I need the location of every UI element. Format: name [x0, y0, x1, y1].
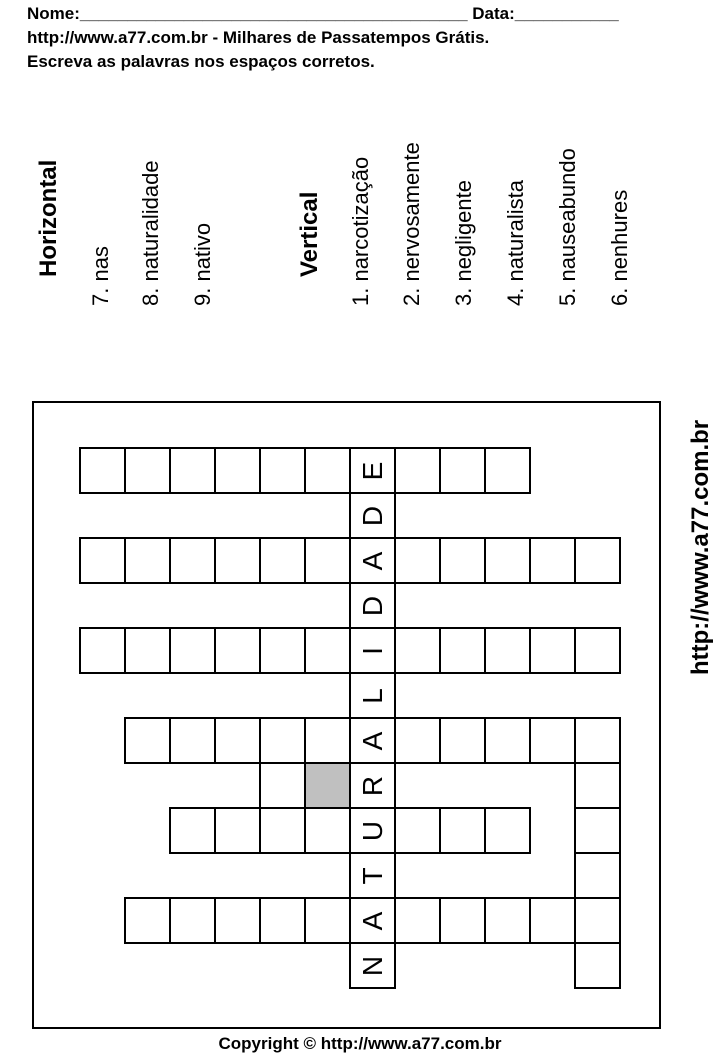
grid-cell[interactable]	[169, 627, 216, 674]
grid-cell[interactable]	[484, 807, 531, 854]
grid-cell[interactable]	[349, 582, 396, 629]
grid-letter: E	[356, 461, 388, 480]
grid-cell[interactable]	[304, 537, 351, 584]
vertical-clue: 3. negligente	[451, 180, 476, 306]
grid-cell[interactable]	[169, 897, 216, 944]
grid-cell[interactable]	[484, 537, 531, 584]
grid-cell[interactable]	[574, 852, 621, 899]
grid-cell[interactable]	[394, 627, 441, 674]
site-line: http://www.a77.com.br - Milhares de Passatempos Grátis.	[27, 28, 490, 47]
vertical-clue: 2. nervosamente	[399, 142, 424, 306]
grid-cell[interactable]	[394, 897, 441, 944]
grid-cell[interactable]	[214, 447, 261, 494]
vertical-clue: 4. naturalista	[503, 180, 528, 306]
grid-cell[interactable]	[574, 717, 621, 764]
grid-cell[interactable]	[79, 537, 126, 584]
grid-cell[interactable]	[484, 447, 531, 494]
grid-cell[interactable]	[169, 537, 216, 584]
side-url: http://www.a77.com.br	[687, 419, 714, 675]
grid-cell[interactable]	[304, 897, 351, 944]
grid-cell[interactable]	[349, 942, 396, 989]
grid-cell[interactable]	[484, 897, 531, 944]
crossword-board	[32, 401, 661, 1029]
grid-cell[interactable]	[214, 897, 261, 944]
grid-letter: D	[356, 595, 388, 616]
horizontal-clue: 8. naturalidade	[138, 160, 163, 306]
grid-cell[interactable]	[259, 447, 306, 494]
grid-letter: L	[356, 687, 388, 704]
grid-cell[interactable]	[349, 717, 396, 764]
grid-cell[interactable]	[484, 627, 531, 674]
grid-cell-shaded	[304, 762, 351, 809]
grid-cell[interactable]	[529, 717, 576, 764]
grid-letter: T	[356, 866, 388, 885]
grid-cell[interactable]	[259, 807, 306, 854]
grid-cell[interactable]	[394, 807, 441, 854]
copyright-footer: Copyright © http://www.a77.com.br	[218, 1034, 502, 1053]
grid-cell[interactable]	[439, 537, 486, 584]
grid-cell[interactable]	[349, 807, 396, 854]
grid-cell[interactable]	[169, 717, 216, 764]
grid-cell[interactable]	[394, 717, 441, 764]
grid-cell[interactable]	[169, 447, 216, 494]
grid-cell[interactable]	[304, 807, 351, 854]
grid-cell[interactable]	[439, 897, 486, 944]
horizontal-clue: 9. nativo	[190, 222, 215, 306]
vertical-title: Vertical	[296, 191, 323, 277]
grid-cell[interactable]	[304, 717, 351, 764]
grid-cell[interactable]	[574, 762, 621, 809]
vertical-clue: 1. narcotização	[348, 156, 373, 306]
grid-cell[interactable]	[259, 717, 306, 764]
grid-cell[interactable]	[304, 627, 351, 674]
grid-letter: A	[356, 731, 388, 750]
grid-cell[interactable]	[349, 897, 396, 944]
grid-cell[interactable]	[349, 492, 396, 539]
grid-cell[interactable]	[439, 447, 486, 494]
grid-cell[interactable]	[574, 942, 621, 989]
horizontal-title: Horizontal	[35, 159, 62, 277]
grid-cell[interactable]	[529, 537, 576, 584]
grid-cell[interactable]	[529, 897, 576, 944]
grid-letter: U	[356, 820, 388, 841]
grid-cell[interactable]	[349, 852, 396, 899]
grid-cell[interactable]	[124, 627, 171, 674]
name-date-line: Nome:_________________________________________ Data:___________	[27, 4, 619, 23]
grid-letter: N	[356, 955, 388, 976]
grid-cell[interactable]	[259, 627, 306, 674]
grid-cell[interactable]	[259, 537, 306, 584]
grid-cell[interactable]	[574, 897, 621, 944]
grid-cell[interactable]	[574, 807, 621, 854]
grid-cell[interactable]	[439, 627, 486, 674]
grid-cell[interactable]	[214, 537, 261, 584]
grid-cell[interactable]	[79, 447, 126, 494]
instructions: Escreva as palavras nos espaços corretos.	[27, 52, 375, 71]
grid-cell[interactable]	[259, 897, 306, 944]
grid-cell[interactable]	[349, 627, 396, 674]
horizontal-clue: 7. nas	[88, 246, 113, 306]
grid-cell[interactable]	[214, 627, 261, 674]
grid-cell[interactable]	[349, 447, 396, 494]
grid-cell[interactable]	[349, 537, 396, 584]
grid-cell[interactable]	[439, 717, 486, 764]
grid-cell[interactable]	[214, 807, 261, 854]
grid-cell[interactable]	[394, 537, 441, 584]
grid-cell[interactable]	[349, 762, 396, 809]
grid-cell[interactable]	[484, 717, 531, 764]
grid-letter: D	[356, 505, 388, 526]
grid-letter: A	[356, 551, 388, 570]
grid-letter: R	[356, 775, 388, 796]
grid-cell[interactable]	[124, 717, 171, 764]
vertical-clue: 6. nenhures	[607, 189, 632, 306]
grid-cell[interactable]	[259, 762, 306, 809]
grid-cell[interactable]	[79, 627, 126, 674]
grid-cell[interactable]	[124, 447, 171, 494]
grid-cell[interactable]	[574, 537, 621, 584]
grid-cell[interactable]	[169, 807, 216, 854]
grid-letter: A	[356, 911, 388, 930]
grid-cell[interactable]	[529, 627, 576, 674]
grid-cell[interactable]	[574, 627, 621, 674]
grid-letter: I	[356, 646, 388, 655]
grid-cell[interactable]	[214, 717, 261, 764]
grid-cell[interactable]	[124, 897, 171, 944]
grid-cell[interactable]	[349, 672, 396, 719]
grid-cell[interactable]	[124, 537, 171, 584]
grid-cell[interactable]	[439, 807, 486, 854]
vertical-clue: 5. nauseabundo	[555, 148, 580, 306]
grid-cell[interactable]	[304, 447, 351, 494]
grid-cell[interactable]	[394, 447, 441, 494]
